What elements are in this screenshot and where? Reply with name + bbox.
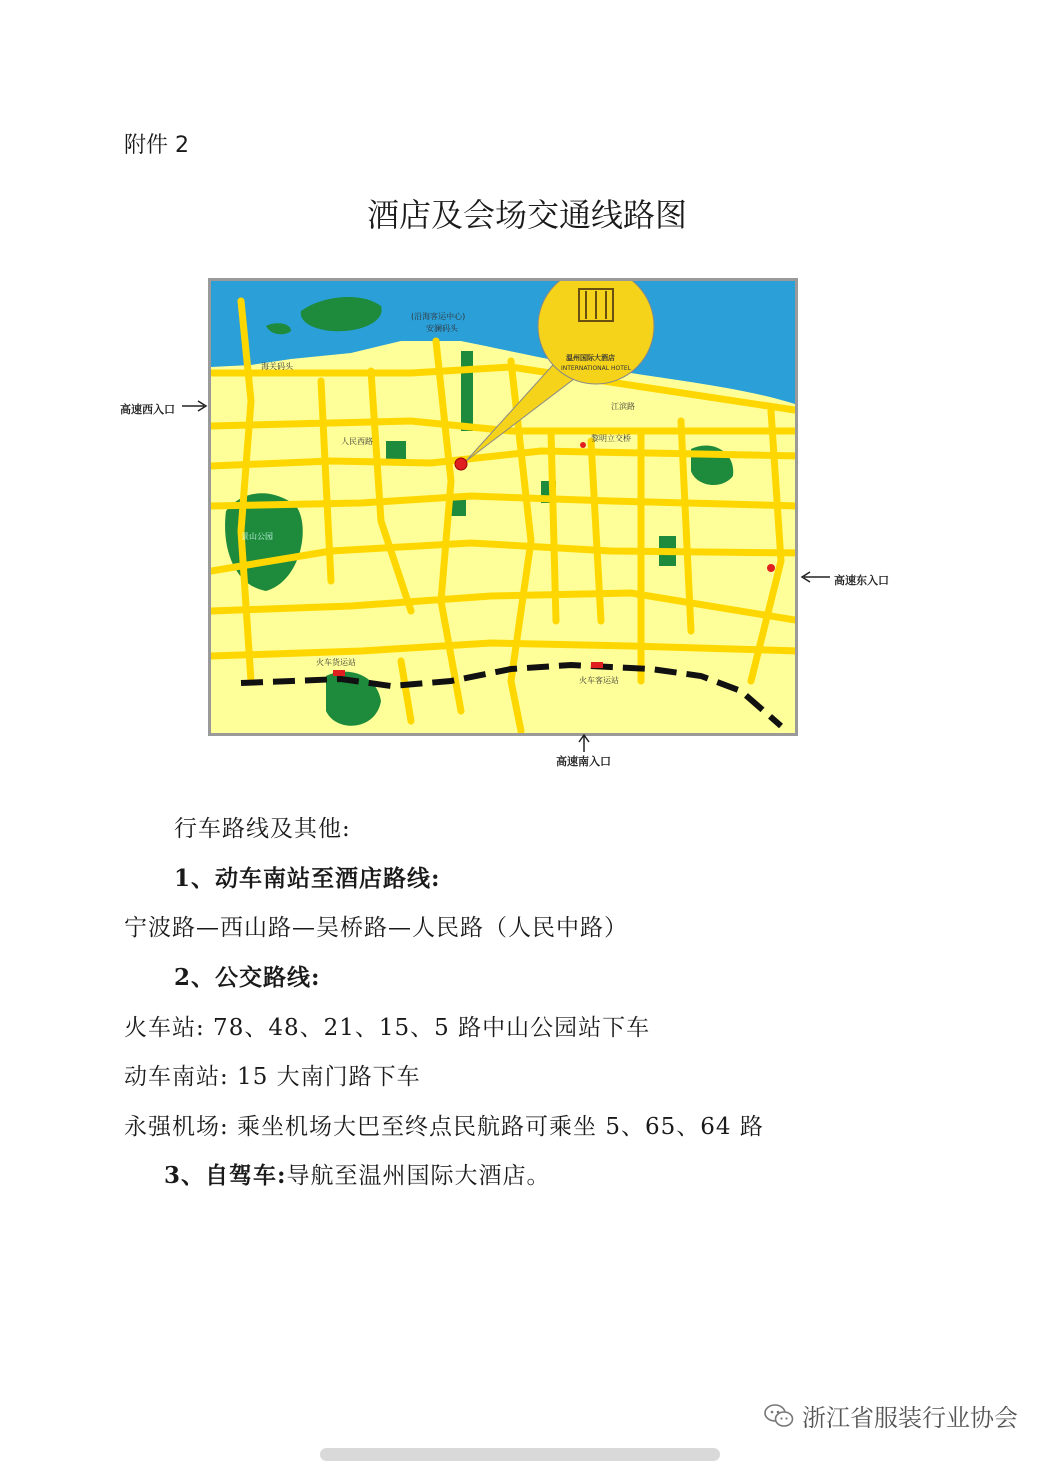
item1-heading: 1、动车南站至酒店路线:: [174, 865, 441, 892]
item3-line: [164, 1157, 551, 1190]
east-entrance-marker: [767, 564, 775, 572]
item2-heading: 2、公交路线:: [174, 964, 321, 991]
label-liming-bridge: 黎明立交桥: [591, 434, 631, 443]
passenger-station-marker: [591, 662, 603, 668]
label-anlan-pier: 安澜码头: [426, 324, 458, 333]
footer-source: [764, 1398, 1018, 1433]
east-entrance-arrow: [800, 571, 830, 583]
liming-marker: [580, 442, 586, 448]
bus-line-train-station: 火车站: 78、48、21、15、5 路中山公园站下车: [124, 1015, 651, 1041]
label-passenger-station: 火车客运站: [579, 676, 619, 685]
label-sea-pier: 海关码头: [261, 362, 293, 371]
item3-heading: 3、自驾车:: [164, 1162, 287, 1189]
label-passenger-center: (沿海客运中心): [411, 312, 466, 321]
hotel-name-en: INTERNATIONAL HOTEL: [561, 365, 632, 372]
hotel-name-cn: 温州国际大酒店: [566, 354, 615, 362]
map-drawing: [211, 281, 798, 736]
bus-line-airport: 永强机场: 乘坐机场大巴至终点民航路可乘坐 5、65、64 路: [124, 1114, 764, 1140]
item1-route: 宁波路—西山路—吴桥路—人民路（人民中路）: [124, 915, 628, 941]
wechat-icon: [764, 1403, 794, 1429]
south-entrance-label: 高速南入口: [556, 755, 611, 768]
east-entrance-label: 高速东入口: [834, 574, 889, 587]
home-indicator-bar[interactable]: [320, 1448, 720, 1461]
label-freight-station: 火车货运站: [316, 658, 356, 667]
west-entrance-label: 高速西入口: [120, 403, 175, 416]
hotel-location-marker: [455, 458, 467, 470]
transport-map: [208, 278, 798, 736]
south-entrance-arrow: [578, 734, 590, 752]
page-title: 酒店及会场交通线路图: [366, 196, 687, 234]
item3-text: 导航至温州国际大酒店。: [286, 1163, 551, 1189]
park: [461, 351, 473, 431]
sea-area: [211, 281, 798, 406]
label-jingshan-park: 景山公园: [241, 532, 273, 541]
west-entrance-arrow: [182, 400, 210, 412]
attachment-label: 附件 2: [124, 133, 189, 158]
freight-station-marker: [333, 670, 345, 676]
label-renmin-west: 人民西路: [341, 437, 373, 446]
label-jiangbin: 江滨路: [611, 402, 635, 411]
footer-account-name: 浙江省服装行业协会: [802, 1404, 1018, 1432]
bus-line-south-station: 动车南站: 15 大南门路下车: [124, 1064, 421, 1090]
section-heading: 行车路线及其他:: [174, 816, 351, 842]
